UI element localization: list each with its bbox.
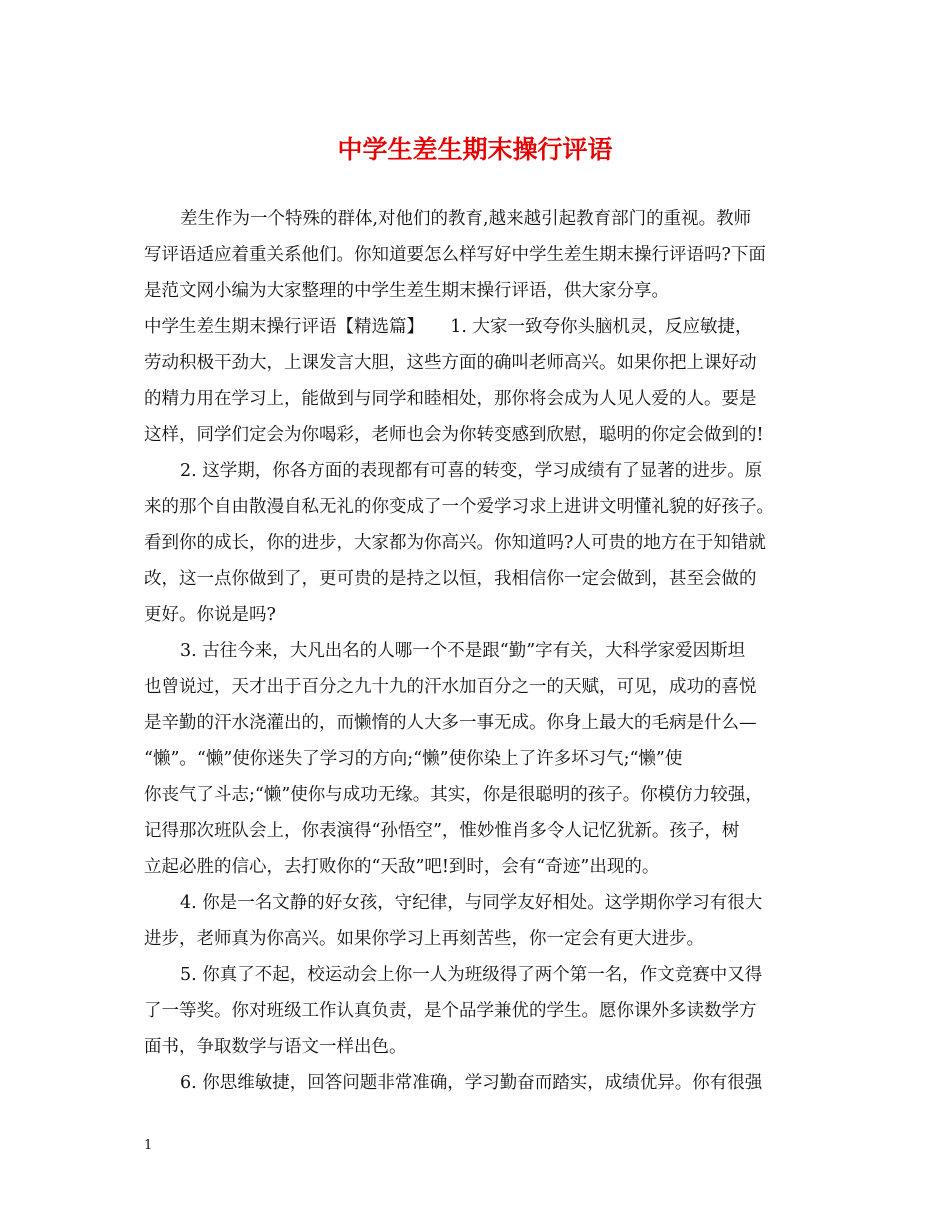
body-line: 是辛勤的汗水浇灌出的，而懒惰的人大多一事无成。你身上最大的毛病是什么— <box>144 713 757 733</box>
body-line: 6. 你思维敏捷，回答问题非常准确，学习勤奋而踏实，成绩优异。你有很强 <box>180 1073 763 1093</box>
body-line: 看到你的成长，你的进步，大家都为你高兴。你知道吗?人可贵的地方在于知错就 <box>144 533 766 553</box>
body-line: 差生作为一个特殊的群体,对他们的教育,越来越引起教育部门的重视。教师 <box>180 209 752 229</box>
page-number: 1 <box>144 1138 153 1153</box>
body-line: 更好。你说是吗? <box>144 605 276 625</box>
body-line: 中学生差生期末操行评语【精选篇】 1. 大家一致夸你头脑机灵，反应敏捷， <box>144 317 753 337</box>
body-line: 来的那个自由散漫自私无礼的你变成了一个爱学习求上进讲文明懂礼貌的好孩子。 <box>144 497 774 517</box>
body-line: 进步，老师真为你高兴。如果你学习上再刻苦些，你一定会有更大进步。 <box>144 929 704 949</box>
body-line: 的精力用在学习上，能做到与同学和睦相处，那你将会成为人见人爱的人。要是 <box>144 389 757 409</box>
body-line: 5. 你真了不起，校运动会上你一人为班级得了两个第一名，作文竞赛中又得 <box>180 965 763 985</box>
body-line: 是范文网小编为大家整理的中学生差生期末操行评语，供大家分享。 <box>144 281 669 301</box>
body-line: 2. 这学期，你各方面的表现都有可喜的转变，学习成绩有了显著的进步。原 <box>180 461 763 481</box>
body-line: “懒”。“懒”使你迷失了学习的方向;“懒”使你染上了许多坏习气;“懒”使 <box>144 749 683 769</box>
body-line: 3. 古往今来，大凡出名的人哪一个不是跟“勤”字有关，大科学家爱因斯坦 <box>180 641 746 661</box>
body-line: 写评语适应着重关系他们。你知道要怎么样写好中学生差生期末操行评语吗?下面 <box>144 245 766 265</box>
body-line: 面书，争取数学与语文一样出色。 <box>144 1037 407 1057</box>
body-line: 记得那次班队会上，你表演得“孙悟空”，惟妙惟肖多令人记忆犹新。孩子，树 <box>144 821 740 841</box>
body-line: 立起必胜的信心，去打败你的“天敌”吧!到时，会有“奇迹”出现的。 <box>144 857 660 877</box>
body-line: 了一等奖。你对班级工作认真负责，是个品学兼优的学生。愿你课外多读数学方 <box>144 1001 757 1021</box>
body-line: 也曾说过，天才出于百分之九十九的汗水加百分之一的天赋，可见，成功的喜悦 <box>144 677 757 697</box>
page-title: 中学生差生期末操行评语 <box>337 135 613 164</box>
body-line: 你丧气了斗志;“懒”使你与成功无缘。其实，你是很聪明的孩子。你模仿力较强， <box>144 785 763 805</box>
body-line: 4. 你是一名文静的好女孩，守纪律，与同学友好相处。这学期你学习有很大 <box>180 893 763 913</box>
body-line: 劳动积极干劲大，上课发言大胆，这些方面的确叫老师高兴。如果你把上课好动 <box>144 353 757 373</box>
body-line: 改，这一点你做到了，更可贵的是持之以恒，我相信你一定会做到，甚至会做的 <box>144 569 757 589</box>
body-line: 这样，同学们定会为你喝彩，老师也会为你转变感到欣慰，聪明的你定会做到的! <box>144 425 764 445</box>
